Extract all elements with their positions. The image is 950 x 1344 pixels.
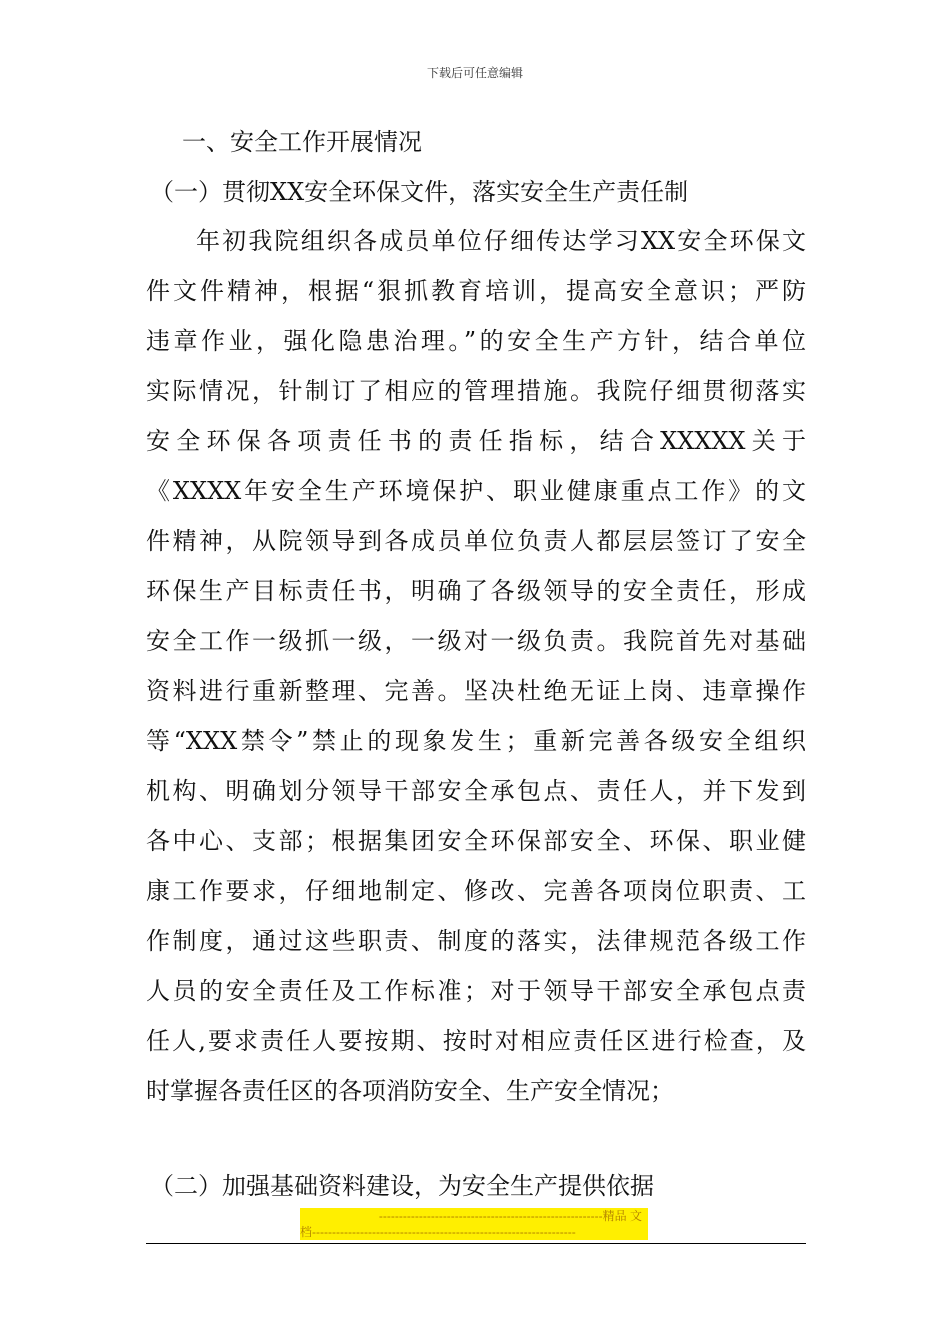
body-paragraph xyxy=(146,216,806,1116)
footer-watermark-line: --------------------------------------------------------精品 文 xyxy=(378,1209,642,1223)
paragraph-line: 任人,要求责任人要按期、按时对相应责任区进行检查，及 xyxy=(146,1027,806,1055)
paragraph-line: 康工作要求，仔细地制定、修改、完善各项岗位职责、工 xyxy=(146,877,806,905)
paragraph-line: 等“XXX禁令”禁止的现象发生；重新完善各级安全组织 xyxy=(146,727,806,755)
paragraph-line: 机构、明确划分领导干部安全承包点、责任人，并下发到 xyxy=(146,777,806,805)
paragraph-line: 安全环保各项责任书的责任指标，结合XXXXX关于 xyxy=(146,427,806,455)
paragraph-line: 件精神，从院领导到各成员单位负责人都层层签订了安全 xyxy=(146,527,806,555)
footer-watermark-line: 档------------------------------------------------------------------ xyxy=(300,1225,576,1239)
subsection-title-2: （二）加强基础资料建设，为安全生产提供依据 xyxy=(150,1172,654,1200)
paragraph-line: 《XXXX年安全生产环境保护、职业健康重点工作》的文 xyxy=(146,477,806,505)
paragraph-line: 年初我院组织各成员单位仔细传达学习XX安全环保文 xyxy=(196,227,806,255)
section-title: 一、安全工作开展情况 xyxy=(182,128,422,156)
paragraph-line: 时掌握各责任区的各项消防安全、生产安全情况； xyxy=(146,1077,674,1105)
paragraph-line: 作制度，通过这些职责、制度的落实，法律规范各级工作 xyxy=(146,927,806,955)
paragraph-line: 件文件精神，根据“狠抓教育培训，提高安全意识；严防 xyxy=(146,277,806,305)
paragraph-line: 违章作业，强化隐患治理。”的安全生产方针，结合单位 xyxy=(146,327,806,355)
paragraph-line: 各中心、支部；根据集团安全环保部安全、环保、职业健 xyxy=(146,827,806,855)
subsection-title-1: （一）贯彻XX安全环保文件，落实安全生产责任制 xyxy=(150,178,689,206)
paragraph-line: 资料进行重新整理、完善。坚决杜绝无证上岗、违章操作 xyxy=(146,677,806,705)
footer-watermark xyxy=(300,1208,648,1240)
footer-divider xyxy=(146,1243,806,1244)
header-note: 下载后可任意编辑 xyxy=(426,66,523,80)
paragraph-line: 实际情况，针制订了相应的管理措施。我院仔细贯彻落实 xyxy=(146,377,806,405)
paragraph-line: 安全工作一级抓一级，一级对一级负责。我院首先对基础 xyxy=(146,627,806,655)
paragraph-line: 人员的安全责任及工作标准；对于领导干部安全承包点责 xyxy=(146,977,806,1005)
paragraph-line: 环保生产目标责任书，明确了各级领导的安全责任，形成 xyxy=(146,577,806,605)
